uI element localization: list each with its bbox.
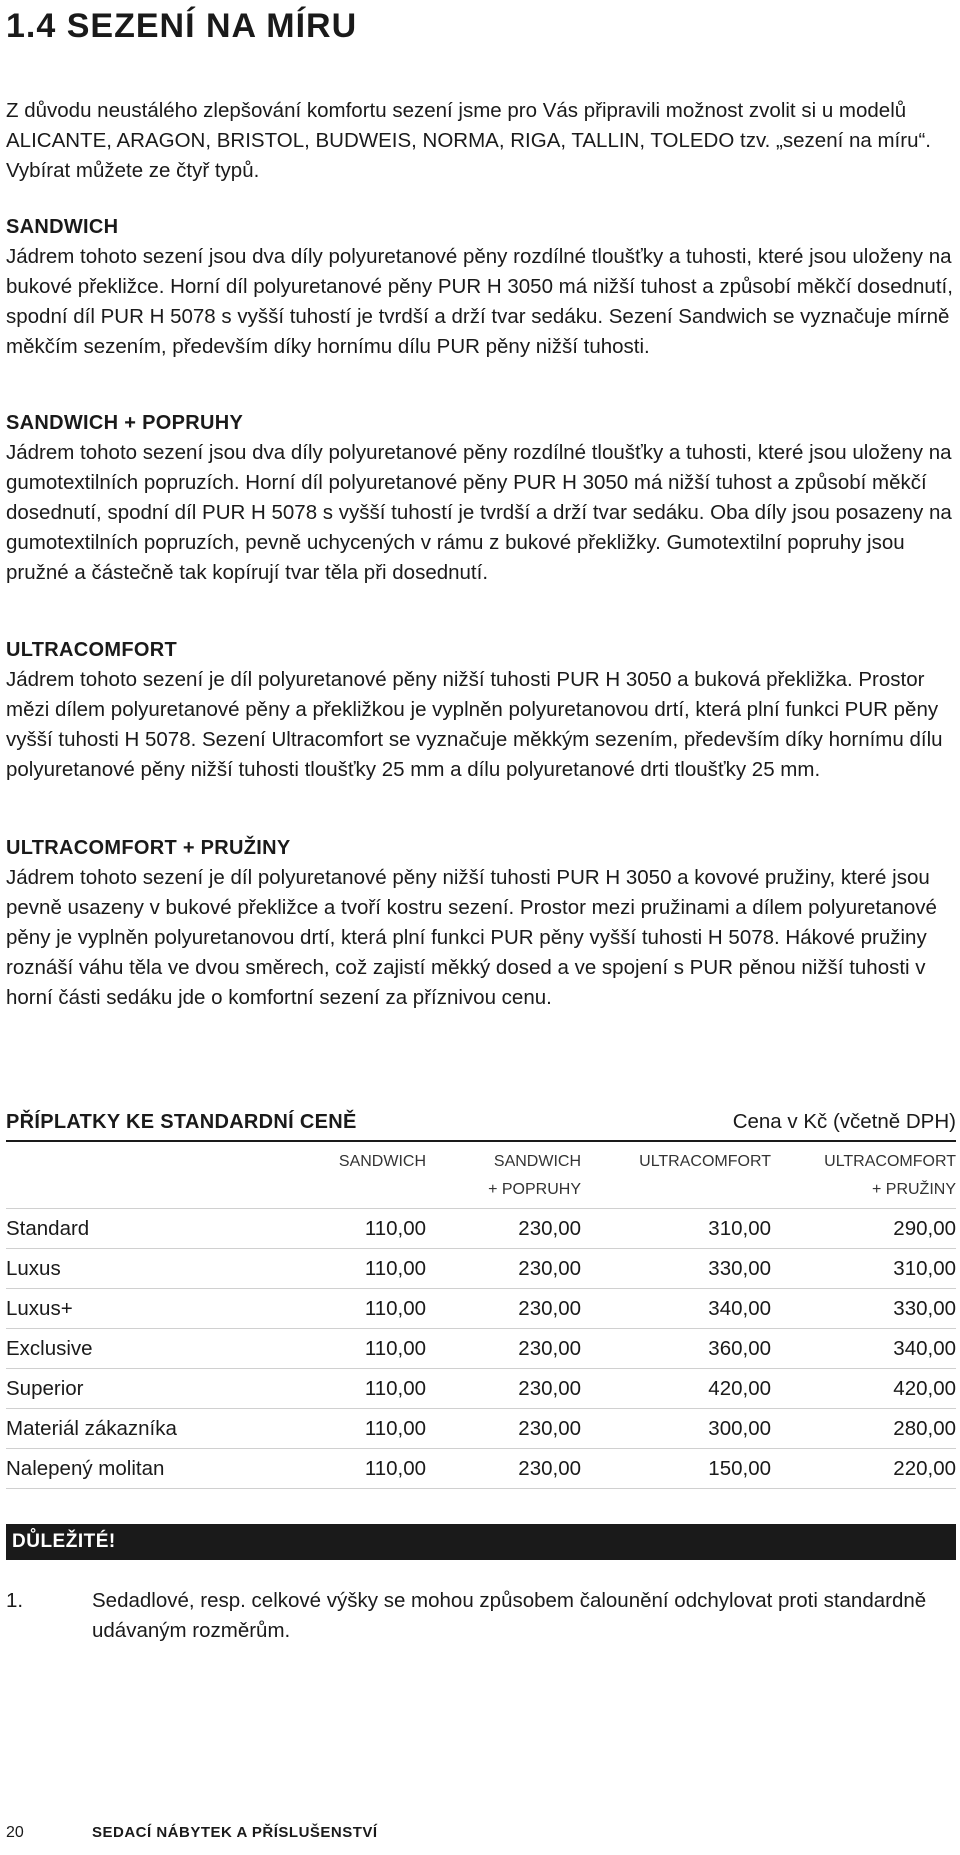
- table-header-cell: ULTRACOMFORT + PRUŽINY: [771, 1142, 956, 1209]
- row-label: Standard: [6, 1209, 266, 1249]
- pricing-title: PŘÍPLATKY KE STANDARDNÍ CENĚ: [6, 1111, 357, 1133]
- section-title: SANDWICH: [6, 216, 119, 238]
- section-text: Jádrem tohoto sezení jsou dva díly polyuretanové pěny rozdílné tloušťky a tuhosti, které jsou uloženy na gumotextilních popruzích. Horní díl polyuretanové pěny PUR H 3050 má nižší tuhost a způsobí měkčí dosednutí, spodní díl PUR H 5078 s vyšší tuhostí je tvrdší a drží tvar sedáku. Oba díly jsou posazeny na gumotextilních popruzích, pevně uchycených v rámu z bukové překližky. Gumotextilní popruhy jsou pružné a částečně tak kopírují tvar těla při dosednutí.: [6, 441, 952, 584]
- section-text: Jádrem tohoto sezení je díl polyuretanové pěny nižší tuhosti PUR H 3050 a kovové pružiny, které jsou pevně usazeny v bukové překližce a tvoří kostru sezení. Prostor mezi pružinami a dílem polyuretanové pěny je vyplněn polyuretanovou drtí, která plní funkci PUR pěny vyšší tuhosti H 5078. Hákové pružiny roznáší váhu těla ve dvou směrech, což zajistí měkký dosed a ve spojení s PUR pěnou nižší tuhosti v horní části sedáku jde o komfortní sezení za příznivou cenu.: [6, 866, 937, 1009]
- price-cell: 110,00: [266, 1289, 426, 1329]
- price-cell: 280,00: [771, 1409, 956, 1449]
- table-row: [6, 1369, 956, 1409]
- section-text: Jádrem tohoto sezení je díl polyuretanové pěny nižší tuhosti PUR H 3050 a buková překližka. Prostor mězi dílem polyuretanové pěny a překližkou je vyplněn polyuretanovou drtí, která plní funkci PUR pěny vyšší tuhosti H 5078. Sezení Ultracomfort se vyznačuje měkkým sezením, především díky hornímu dílu polyuretanové pěny nižší tuhosti tloušťky 25 mm a dílu polyuretanové drti tloušťky 25 mm.: [6, 668, 943, 781]
- section-title: ULTRACOMFORT: [6, 639, 177, 661]
- table-header-cell: ULTRACOMFORT: [581, 1142, 771, 1209]
- price-cell: 230,00: [426, 1209, 581, 1249]
- table-row: [6, 1329, 956, 1369]
- price-cell: 110,00: [266, 1369, 426, 1409]
- price-cell: 150,00: [581, 1449, 771, 1489]
- price-cell: 230,00: [426, 1409, 581, 1449]
- price-cell: 290,00: [771, 1209, 956, 1249]
- page-number: 20: [6, 1824, 24, 1841]
- price-cell: 310,00: [581, 1209, 771, 1249]
- table-header-cell: [6, 1142, 266, 1209]
- pricing-unit: Cena v Kč (včetně DPH): [732, 1110, 956, 1133]
- price-cell: 110,00: [266, 1209, 426, 1249]
- row-label: Luxus+: [6, 1289, 266, 1329]
- table-header-cell: SANDWICH: [266, 1142, 426, 1209]
- price-cell: 230,00: [426, 1289, 581, 1329]
- list-item: [6, 1586, 956, 1646]
- price-cell: 330,00: [771, 1289, 956, 1329]
- table-row: [6, 1249, 956, 1289]
- pricing-table: [6, 1142, 956, 1489]
- table-header-row: [6, 1142, 956, 1209]
- price-cell: 110,00: [266, 1449, 426, 1489]
- intro-paragraph: Z důvodu neustálého zlepšování komfortu sezení jsme pro Vás připravili možnost zvolit si u modelů ALICANTE, ARAGON, BRISTOL, BUDWEIS, NORMA, RIGA, TALLIN, TOLEDO tzv. „sezení na míru“. Vybírat můžete ze čtyř typů.: [6, 99, 932, 182]
- pricing-header: [6, 1104, 956, 1142]
- note-number: 1.: [6, 1589, 24, 1612]
- table-row: [6, 1409, 956, 1449]
- section-title: ULTRACOMFORT + PRUŽINY: [6, 837, 291, 859]
- important-section: [6, 1524, 956, 1646]
- price-cell: 340,00: [771, 1329, 956, 1369]
- price-cell: 220,00: [771, 1449, 956, 1489]
- price-cell: 230,00: [426, 1449, 581, 1489]
- pricing-section: [6, 1104, 956, 1489]
- price-cell: 230,00: [426, 1329, 581, 1369]
- price-cell: 360,00: [581, 1329, 771, 1369]
- section-ultracomfort: [6, 635, 956, 785]
- price-cell: 420,00: [581, 1369, 771, 1409]
- section-sandwich-popruhy: [6, 408, 956, 588]
- important-title: DŮLEŽITÉ!: [6, 1524, 956, 1560]
- price-cell: 110,00: [266, 1409, 426, 1449]
- table-row: [6, 1209, 956, 1249]
- section-title: SANDWICH + POPRUHY: [6, 412, 244, 434]
- table-header-cell: SANDWICH + POPRUHY: [426, 1142, 581, 1209]
- row-label: Exclusive: [6, 1329, 266, 1369]
- section-ultracomfort-pruziny: [6, 833, 956, 1013]
- price-cell: 110,00: [266, 1249, 426, 1289]
- section-text: Jádrem tohoto sezení jsou dva díly polyuretanové pěny rozdílné tloušťky a tuhosti, které jsou uloženy na bukové překližce. Horní díl polyuretanové pěny PUR H 3050 má nižší tuhost a způsobí měkčí dosednutí, spodní díl PUR H 5078 s vyšší tuhostí je tvrdší a drží tvar sedáku. Sezení Sandwich se vyznačuje mírně měkčím sezením, především díky hornímu dílu PUR pěny nižší tuhosti.: [6, 245, 953, 358]
- price-cell: 300,00: [581, 1409, 771, 1449]
- page-footer: [6, 1824, 378, 1842]
- price-cell: 330,00: [581, 1249, 771, 1289]
- section-sandwich: [6, 212, 956, 362]
- price-cell: 230,00: [426, 1369, 581, 1409]
- row-label: Superior: [6, 1369, 266, 1409]
- row-label: Nalepený molitan: [6, 1449, 266, 1489]
- price-cell: 110,00: [266, 1329, 426, 1369]
- price-cell: 420,00: [771, 1369, 956, 1409]
- table-row: [6, 1449, 956, 1489]
- row-label: Luxus: [6, 1249, 266, 1289]
- price-cell: 230,00: [426, 1249, 581, 1289]
- price-cell: 340,00: [581, 1289, 771, 1329]
- table-row: [6, 1289, 956, 1329]
- note-text: Sedadlové, resp. celkové výšky se mohou způsobem čalounění odchylovat proti standardně udávaným rozměrům.: [92, 1589, 927, 1642]
- row-label: Materiál zákazníka: [6, 1409, 266, 1449]
- price-cell: 310,00: [771, 1249, 956, 1289]
- page-title: 1.4 SEZENÍ NA MÍRU: [6, 7, 358, 45]
- footer-title: SEDACÍ NÁBYTEK A PŘÍSLUŠENSTVÍ: [92, 1824, 378, 1841]
